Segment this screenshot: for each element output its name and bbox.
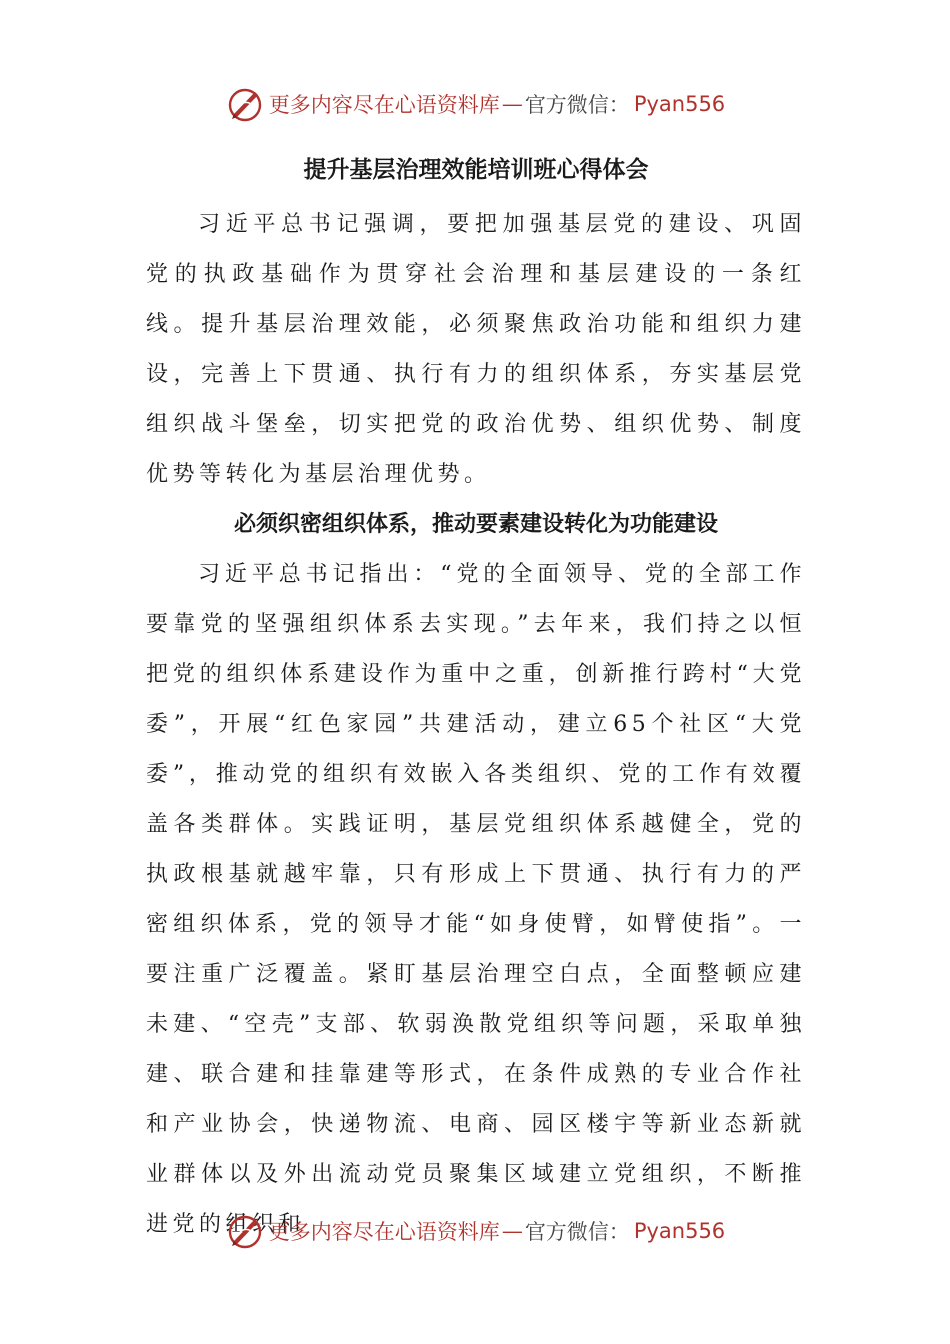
intro-paragraph: 习近平总书记强调，要把加强基层党的建设、巩固党的执政基础作为贯穿社会治理和基层建设的一条红线。提升基层治理效能，必须聚焦政治功能和组织力建设，完善上下贯通、执行有力的组织体系，夯实基层党组织战斗堡垒，切实把党的政治优势、组织优势、制度优势等转化为基层治理优势。	[146, 212, 806, 487]
watermark-official-label: 官方微信：	[524, 93, 630, 117]
watermark-separator: —	[501, 1219, 523, 1243]
section-paragraph: 习近平总书记指出：“党的全面领导、党的全部工作要靠党的坚强组织体系去实现。”去年来，我们持之以恒把党的组织体系建设作为重中之重，创新推行跨村“大党委”，开展“红色家园”共建活动，建立65个社区“大党委”，推动党的组织有效嵌入各类组织、党的工作有效覆盖各类群体。实践证明，基层党组织体系越健全，党的执政根基就越牢靠，只有形成上下贯通、执行有力的严密组织体系，党的领导才能“如身使臂，如臂使指”。一要注重广泛覆盖。紧盯基层治理空白点，全面整顿应建未建、“空壳”支部、软弱涣散党组织等问题，采取单独建、联合建和挂靠建等形式，在条件成熟的专业合作社和产业协会，快递物流、电商、园区楼宇等新业态新就业群体以及外出流动党员聚集区域建立党组织，不断推进党的组织和	[146, 562, 806, 1237]
watermark-official-label: 官方微信：	[524, 1220, 630, 1244]
watermark-separator: —	[501, 92, 523, 116]
pen-in-circle-icon	[225, 84, 265, 124]
document-title: 提升基层治理效能培训班心得体会	[303, 157, 649, 183]
section-heading: 必须织密组织体系，推动要素建设转化为功能建设	[233, 512, 718, 537]
document-body	[146, 150, 806, 1250]
watermark-wechat-id: Pyan556	[633, 92, 726, 116]
watermark-header	[0, 84, 950, 124]
watermark-footer	[0, 1211, 950, 1251]
pen-in-circle-icon	[225, 1211, 265, 1251]
watermark-slogan: 更多内容尽在心语资料库	[268, 1220, 500, 1244]
watermark-wechat-id: Pyan556	[633, 1219, 726, 1243]
watermark-slogan: 更多内容尽在心语资料库	[268, 93, 500, 117]
